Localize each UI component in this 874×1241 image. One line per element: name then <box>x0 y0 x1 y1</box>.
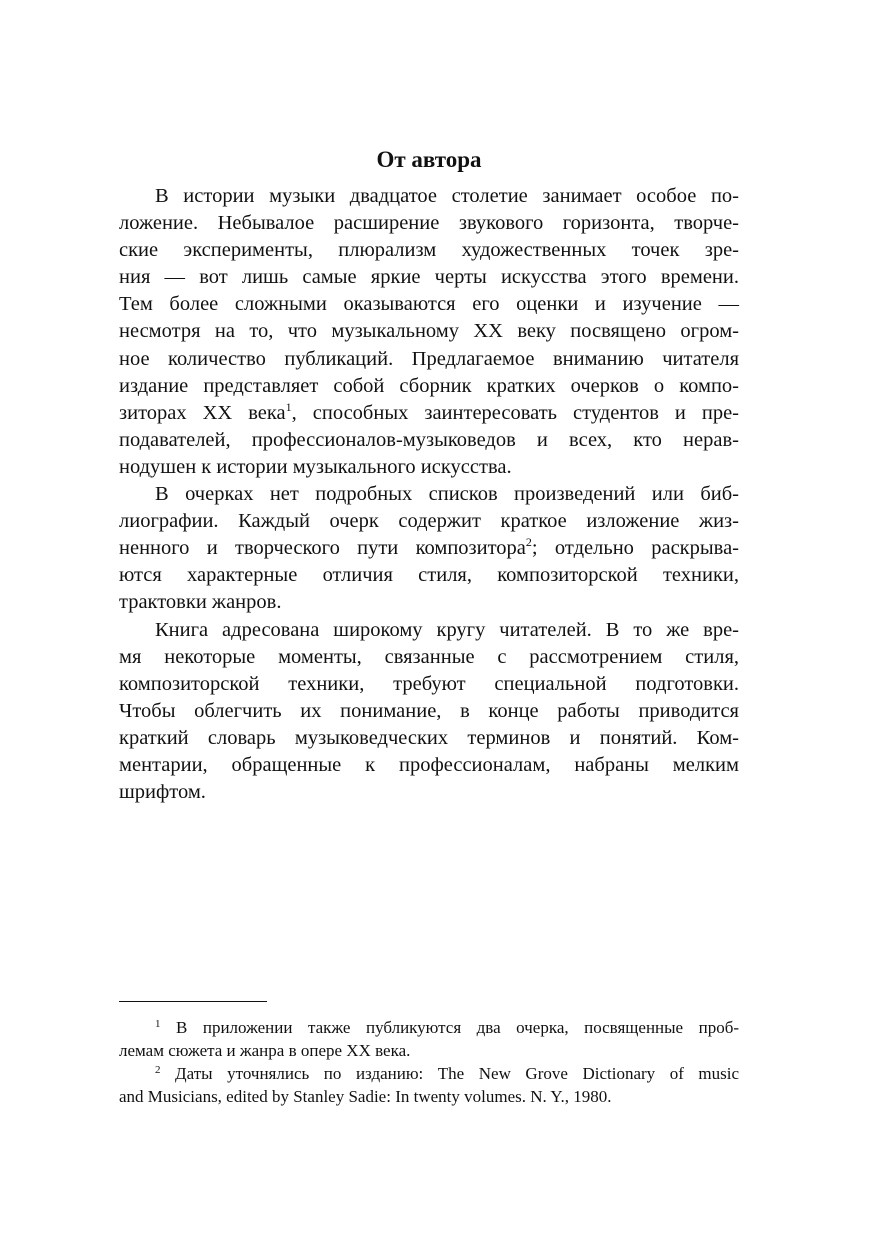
main-text <box>119 183 739 806</box>
text-line: ские эксперименты, плюрализм художественных точек зре- <box>119 239 739 262</box>
footnote-ref-2[interactable]: 2 <box>525 535 532 550</box>
footnote-text: Даты уточнялись по изданию: The New Grove Dictionary of music <box>175 1064 740 1083</box>
text-line: В очерках нет подробных списков произведений или биб- <box>155 483 739 506</box>
text-line: композиторской техники, требуют специальной подготовки. <box>119 672 739 695</box>
footnote-text: В приложении также публикуются два очерка, посвященные проб- <box>176 1018 740 1037</box>
footnote-2 <box>119 1062 739 1108</box>
footnote-mark: 2 <box>155 1064 161 1076</box>
text-line: издание представляет собой сборник кратких очерков о компо- <box>119 374 739 397</box>
text-line: краткий словарь музыковедческих терминов и понятий. Ком- <box>119 726 739 749</box>
text-line: несмотря на то, что музыкальному XX веку посвящено огром- <box>119 320 739 343</box>
text-line: подавателей, профессионалов-музыковедов и всех, кто нерав- <box>119 428 739 451</box>
paragraph-1 <box>119 183 739 481</box>
text-line: Чтобы облегчить их понимание, в конце работы приводится <box>119 699 739 722</box>
text-line: В истории музыки двадцатое столетие занимает особое по- <box>155 185 739 207</box>
footnotes <box>119 1016 739 1108</box>
text-line: мя некоторые моменты, связанные с рассмотрением стиля, <box>119 645 739 668</box>
text-line <box>119 400 739 427</box>
text-segment: ненного и творческого пути композитора <box>119 537 526 560</box>
footnote-line: лемам сюжета и жанра в опере XX века. <box>119 1041 411 1060</box>
text-line: ются характерные отличия стиля, композиторской техники, <box>119 564 739 587</box>
footnote-ref-1[interactable]: 1 <box>285 399 292 414</box>
text-segment: зиторах XX века <box>119 401 286 424</box>
footnote-divider <box>119 1001 267 1002</box>
text-line: Тем более сложными оказываются его оценки и изучение — <box>119 293 739 316</box>
text-line: ложение. Небывалое расширение звукового горизонта, творче- <box>119 212 739 235</box>
footnote-line <box>119 1062 739 1085</box>
text-line: ное количество публикаций. Предлагаемое вниманию читателя <box>119 347 739 370</box>
paragraph-3 <box>119 617 739 807</box>
footnote-line <box>119 1016 739 1039</box>
text-line: шрифтом. <box>119 781 206 804</box>
page-title: От автора <box>376 147 482 172</box>
footnote-line: and Musicians, edited by Stanley Sadie: In twenty volumes. N. Y., 1980. <box>119 1087 612 1106</box>
text-line: ния — вот лишь самые яркие черты искусства этого времени. <box>119 266 739 289</box>
footnote-1 <box>119 1016 739 1062</box>
paragraph-2 <box>119 481 739 616</box>
footnote-mark: 1 <box>155 1018 161 1030</box>
text-line <box>119 535 739 562</box>
text-line: Книга адресована широкому кругу читателей. В то же вре- <box>155 618 739 641</box>
text-segment: , способных заинтересовать студентов и пре- <box>291 401 740 424</box>
text-line: нодушен к истории музыкального искусства. <box>119 455 512 478</box>
text-segment: ; отдельно раскрыва- <box>531 537 739 560</box>
text-line: лиографии. Каждый очерк содержит краткое изложение жиз- <box>119 510 739 533</box>
text-line: трактовки жанров. <box>119 591 282 614</box>
text-line: ментарии, обращенные к профессионалам, набраны мелким <box>119 753 739 776</box>
